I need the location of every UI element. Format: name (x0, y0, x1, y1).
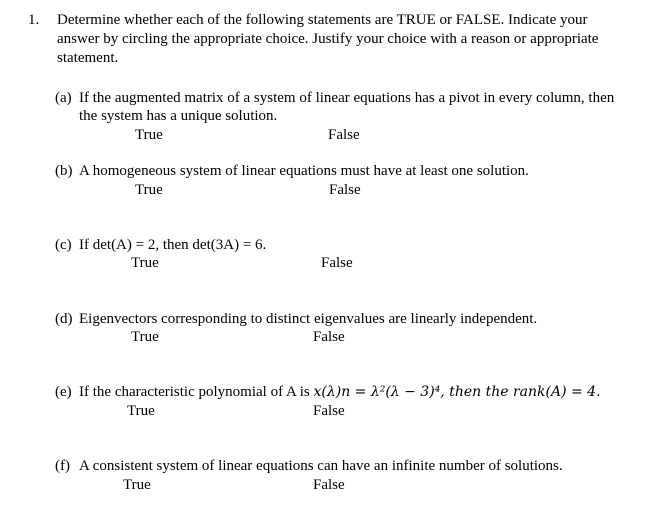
intro-line: statement. (57, 50, 119, 66)
part-b-line-1: A homogeneous system of linear equations must have at least one solution. (79, 163, 529, 179)
intro-line: answer by circling the appropriate choice. Justify your choice with a reason or appropriate (57, 31, 599, 47)
part-f-true-choice[interactable]: True (123, 477, 151, 493)
part-a-true-choice[interactable]: True (135, 127, 163, 143)
part-b-label: (b) (55, 163, 73, 179)
part-e-text: If the characteristic polynomial of A is (79, 384, 314, 400)
part-e-true-choice[interactable]: True (127, 403, 155, 419)
part-d-false-choice[interactable]: False (313, 329, 345, 345)
part-e-false-choice[interactable]: False (313, 403, 345, 419)
part-f-line-1: A consistent system of linear equations can have an infinite number of solutions. (79, 458, 563, 474)
part-b-false-choice[interactable]: False (329, 182, 361, 198)
part-e-formula: x(λ)n = λ²(λ − 3)⁴, then the rank(A) = 4. (313, 384, 601, 400)
part-a-false-choice[interactable]: False (328, 127, 360, 143)
part-c-line-1: If det(A) = 2, then det(3A) = 6. (79, 237, 267, 253)
part-d-line-1: Eigenvectors corresponding to distinct eigenvalues are linearly independent. (79, 311, 538, 327)
part-c-false-choice[interactable]: False (321, 255, 353, 271)
part-a-line-1: If the augmented matrix of a system of linear equations has a pivot in every column, then (79, 90, 615, 106)
part-c-label: (c) (55, 237, 72, 253)
question-number: 1. (28, 12, 40, 28)
part-a-label: (a) (55, 90, 72, 106)
part-c-true-choice[interactable]: True (131, 255, 159, 271)
part-d-true-choice[interactable]: True (131, 329, 159, 345)
part-f-label: (f) (55, 458, 70, 474)
part-e-line-1 (79, 383, 601, 402)
part-a-line-2: the system has a unique solution. (79, 108, 278, 124)
part-b-true-choice[interactable]: True (135, 182, 163, 198)
question-intro (57, 11, 657, 68)
intro-line: Determine whether each of the following statements are TRUE or FALSE. Indicate your (57, 12, 588, 28)
part-f-false-choice[interactable]: False (313, 477, 345, 493)
part-e-label: (e) (55, 384, 72, 400)
part-d-label: (d) (55, 311, 73, 327)
